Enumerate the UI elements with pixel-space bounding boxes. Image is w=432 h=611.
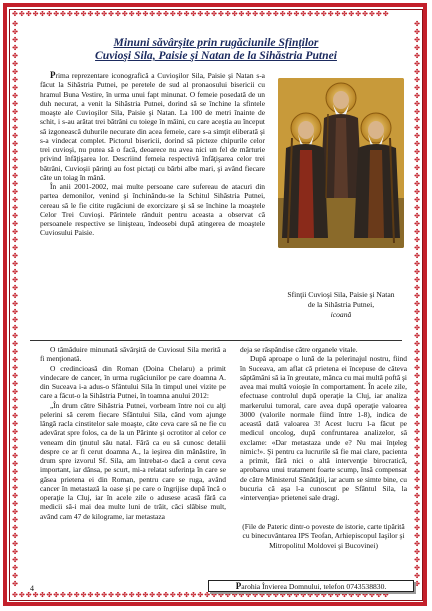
- article-paragraph: În anii 2001-2002, mai multe persoane care sufereau de atacuri din partea demonilor, venind şi închinându-se la Schitul Sihăstria Putnei, cereau să le fie citite rugăciuni de exorcizare şi să se închine la moaştele Celor Trei Cuvioşi. Părintele rânduit pentru aceasta a observat că persoanele respective se linişteau, îndeosebi după atingerea de moaştele Cuviosului Paisie.: [40, 182, 265, 238]
- article-paragraph-text: rima reprezentare iconografică a Cuvioşilor Sila, Paisie şi Natan s-a făcut la Sihăstria Putnei, pe peretele de sud al pronaosului bisericii cu hramul Buna Vestire, în urma unui fapt minunat. O femeie posedată de un duh necurat, a venit la Sihăstria Putnei, dorind să se închine la sfintele moaşte ale Cuvioşilor Sila, Paisie şi Natan. La 100 de metri înainte de schit, i s-au arătat trei bătrâni cu toiege în mâini, cu care aceştia au început să izgonească duhurile necurate din acea femeie, care s-a simţit eliberată şi s-a vindecat complet. Pictorul bisericii, dorind să picteze chipurile celor trei cuvioşi, nu putea să o facă, deoarece nu avea nici un fel de mărturie privind înfăţişarea lor. Descriind femeia respectivă înfăţişarea celor trei bătrâni, Cuvioşii părinţi au fost pictaţi cu bărbi albe mari, şi având fiecare câte un toiag în mână.: [40, 71, 265, 182]
- article-intro: [40, 71, 265, 337]
- caption-line-3: icoană: [330, 310, 352, 319]
- border-ornament-top: ✤✤✤✤✤✤✤✤✤✤✤✤✤✤✤✤✤✤✤✤✤✤✤✤✤✤✤✤✤✤✤✤✤✤✤✤✤✤✤✤✤✤✤✤✤✤✤✤✤✤✤✤✤✤✤: [12, 11, 390, 18]
- story-paragraph: deja se răspândise către organele vitale.: [240, 345, 358, 354]
- drop-cap: P: [50, 70, 56, 80]
- story-column-left: [40, 345, 226, 580]
- caption-line-1: Sfinţii Cuvioşi Sila, Paisie şi Natan: [287, 290, 395, 299]
- title-line-2: Cuvioşi Sila, Paisie şi Natan de la Sihăstria Putnei: [95, 49, 337, 62]
- section-divider: [30, 340, 402, 341]
- parish-footer: [208, 580, 414, 592]
- story-column-right: [240, 345, 407, 525]
- footer-text: arohia Învierea Domnului, telefon 0743538830.: [241, 582, 387, 591]
- footer-drop-cap: P: [235, 581, 242, 591]
- saints-icon-image: [278, 78, 404, 248]
- page-number: 4: [30, 584, 34, 593]
- image-caption: [268, 290, 414, 320]
- page-title: [30, 36, 402, 62]
- story-paragraph: O tămăduire minunată săvârşită de Cuviosul Sila merită a fi menţionată.: [40, 345, 226, 364]
- border-ornament-bottom: ✤✤✤✤✤✤✤✤✤✤✤✤✤✤✤✤✤✤✤✤✤✤✤✤✤✤✤✤✤✤✤✤✤✤✤✤✤✤✤✤✤✤✤✤✤✤✤✤✤✤✤✤✤✤✤: [12, 592, 390, 599]
- story-paragraph: „În drum către Sihăstria Putnei, vorbeam între noi cu alţi pelerini să cerem fiecare Sfântului Sila, când vom ajunge lângă racla cinstitelor sale moaşte, câte ceva care să ne fie cu adevărat spre folos, ca de la un Părinte şi ocrotitor al celor ce veneam din ţinutul său natal. Fără ca eu să cunosc detalii despre ce ar fi cerut doamna A., la ieşirea din mănăstire, în drum spre izvorul Sf. Sila, am întrebat-o dacă a cerut ceva important, iar dânsa, pe scurt, mi-a relatat suferinţa în care se găsea prietena ei din Roman, pentru care se ruga, având cancer în metastază la oase şi pe care o îngrijise după încă o operaţie la Cluj, iar în acele zile o adusese acasă fără ca medicii să-i mai dea multe luni de trăit, căci slăbise mult, având cam 47 de kilograme, iar metastaza: [40, 400, 226, 521]
- border-ornament-left: ✤✤✤✤✤✤✤✤✤✤✤✤✤✤✤✤✤✤✤✤✤✤✤✤✤✤✤✤✤✤✤✤✤✤✤✤✤✤✤✤✤✤✤✤✤✤✤✤✤✤✤✤✤✤✤✤✤✤✤✤✤✤✤✤✤✤✤✤✤✤✤: [12, 20, 18, 588]
- source-note: (File de Pateric dintr-o poveste de istorie, carte tipărită cu binecuvântarea IPS Teofan, Arhiepiscopul Iaşilor şi Mitropolitul Moldovei şi Bucovinei): [242, 522, 405, 550]
- story-paragraph: O credincioasă din Roman (Doina Chelaru) a primit vindecare de cancer, în urma rugăciunilor pe care doamna A. din Suceava i-a adus-o Sfântului Sila în timpul unei vizite pe care a făcut-o la Sihăstria Putnei, în toamna anului 2012:: [40, 363, 226, 401]
- saints-icon-illustration: [278, 78, 404, 248]
- caption-line-2: de la Sihăstria Putnei,: [307, 300, 375, 309]
- article-paragraph: [40, 71, 265, 182]
- border-ornament-right: ✤✤✤✤✤✤✤✤✤✤✤✤✤✤✤✤✤✤✤✤✤✤✤✤✤✤✤✤✤✤✤✤✤✤✤✤✤✤✤✤✤✤✤✤✤✤✤✤✤✤✤✤✤✤✤✤✤✤✤✤✤✤✤✤✤✤✤✤✤✤✤: [414, 20, 420, 588]
- story-paragraph: După aproape o lună de la pelerinajul nostru, fiind în Suceava, am aflat că prietena ei începuse de câteva săptămâni să ia în greutate, mânca cu mai multă poftă şi avea mai multă voioşie în comportament. În acele zile, efectuase controlul după operaţie la Cluj, iar analiza markerului tumoral, care avea după operaţie valoarea 3000 (valorile normale fiind între 1-8), indica de această dată valoarea 3! Acest lucru l-a făcut pe medicul oncolog, după confruntarea analizelor, să exclame: «Dar metastaza unde e? Nu mai înţeleg nimic!». Şi pentru ca lucrurile să fie mai clare, pacienta a primit, fără nici o altă intervenţie birocratică, aprobarea unui tratament foarte scump, însă compensat de către Ministerul Sănătăţii, iar acum se simte bine, cu bucuria că aşa l-a cunoscut pe Sfântul Sila, la «intervenţia» prietenei sale dragi.: [240, 354, 407, 502]
- title-line-1: Minuni săvârşite prin rugăciunile Sfinţilor: [113, 36, 319, 49]
